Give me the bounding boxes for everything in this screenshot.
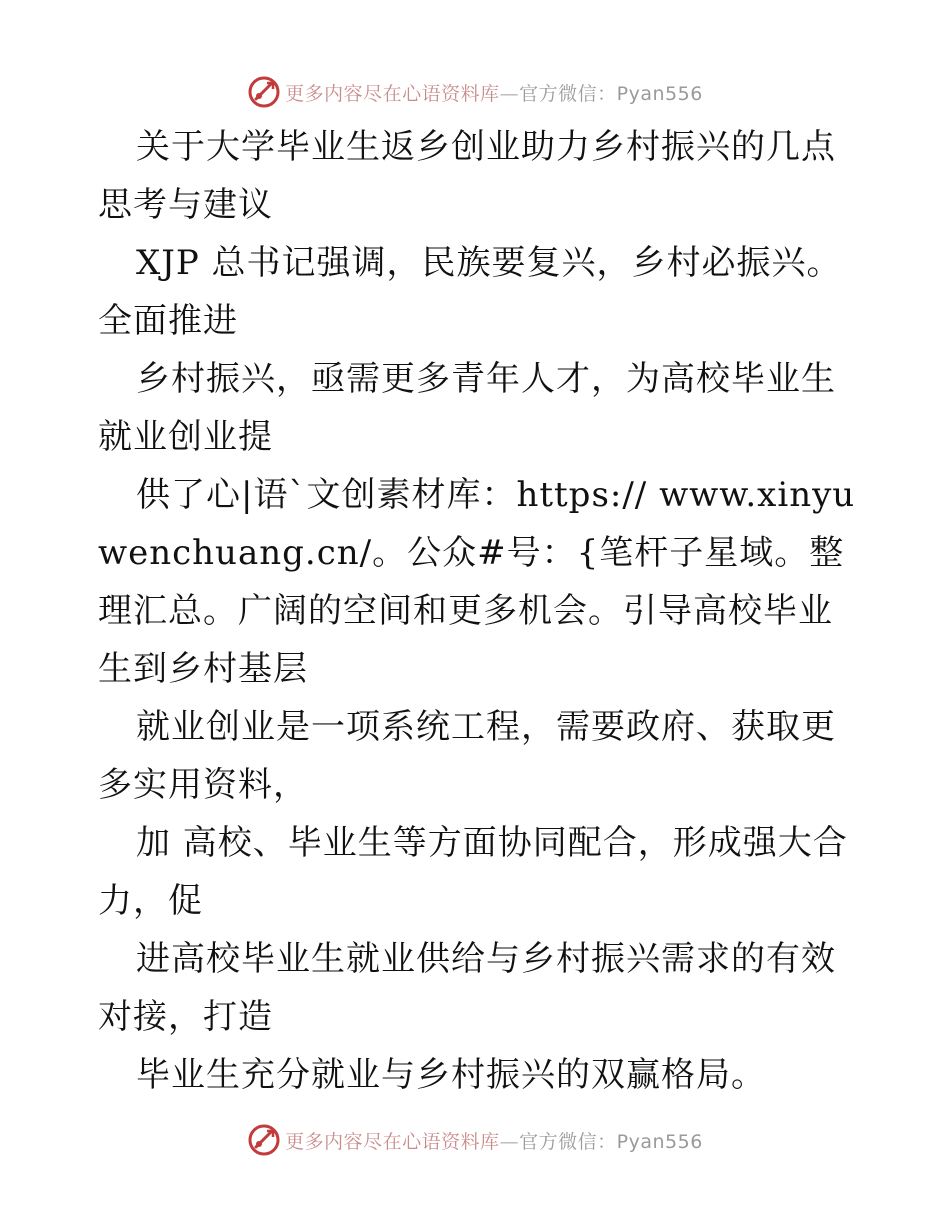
watermark-text xyxy=(285,1127,703,1154)
footer-watermark-banner xyxy=(0,1120,950,1160)
brand-logo-icon xyxy=(247,75,281,109)
brand-logo-icon xyxy=(247,1123,281,1157)
watermark-dash: — xyxy=(499,1130,520,1153)
paragraph: 毕业生充分就业与乡村振兴的双赢格局。 xyxy=(136,1055,766,1095)
paragraph: 乡村振兴，亟需更多青年人才，为高校毕业生就业创业提 xyxy=(98,359,836,457)
paragraph: 供了心|语`文创素材库：https:// www.xinyuwenchuang.cn/。公众#号：{笔杆子星域。整理汇总。广阔的空间和更多机会。引导高校毕业生到乡村基层 xyxy=(98,475,856,689)
paragraph: 就业创业是一项系统工程，需要政府、获取更多实用资料， xyxy=(98,707,836,805)
watermark-main-text: 更多内容尽在心语资料库 xyxy=(285,1130,500,1153)
paragraph: 加 高校、毕业生等方面协同配合，形成强大合力，促 xyxy=(98,823,848,921)
watermark-text xyxy=(285,79,703,106)
paragraph-title: 关于大学毕业生返乡创业助力乡村振兴的几点思考与建议 xyxy=(98,127,836,225)
watermark-main-text: 更多内容尽在心语资料库 xyxy=(285,82,500,105)
watermark-wechat-text: 官方微信：Pyan556 xyxy=(519,82,703,105)
paragraph: XJP 总书记强调，民族要复兴，乡村必振兴。全面推进 xyxy=(98,243,842,341)
paragraph: 进高校毕业生就业供给与乡村振兴需求的有效对接，打造 xyxy=(98,939,836,1037)
watermark-dash: — xyxy=(499,82,520,105)
header-watermark-banner xyxy=(0,72,950,112)
watermark-wechat-text: 官方微信：Pyan556 xyxy=(519,1130,703,1153)
document-body xyxy=(98,118,858,1104)
